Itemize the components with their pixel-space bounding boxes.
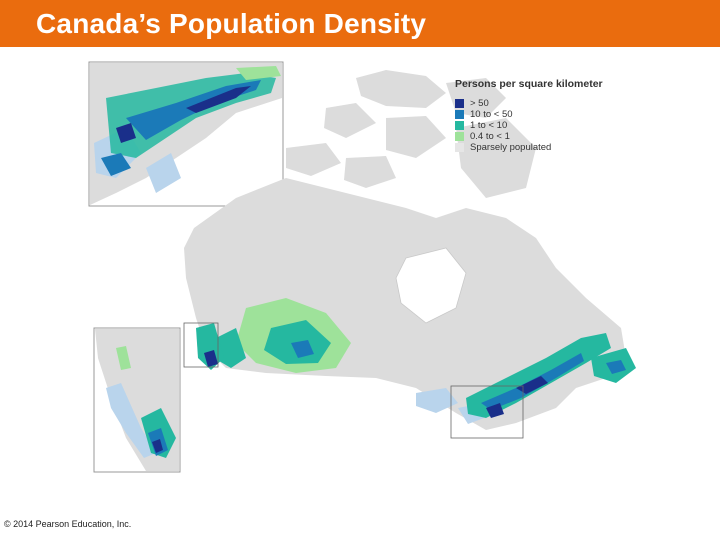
map-legend: [455, 78, 625, 153]
legend-swatch: [455, 110, 464, 119]
copyright-notice: © 2014 Pearson Education, Inc.: [4, 519, 132, 529]
inset-southern-ontario-quebec: [89, 62, 283, 206]
legend-label: Sparsely populated: [470, 142, 552, 153]
legend-label: 0.4 to < 1: [470, 131, 510, 142]
slide-title: Canada’s Population Density: [36, 8, 427, 39]
legend-item-medium: [455, 109, 625, 120]
legend-item-dense: [455, 98, 625, 109]
legend-swatch: [455, 121, 464, 130]
legend-swatch: [455, 143, 464, 152]
legend-swatch: [455, 99, 464, 108]
title-bar: [0, 0, 720, 47]
inset-southern-bc: [94, 328, 180, 472]
legend-label: 1 to < 10: [470, 120, 508, 131]
legend-label: 10 to < 50: [470, 109, 513, 120]
legend-item-sparse: [455, 142, 625, 153]
legend-label: > 50: [470, 98, 489, 109]
legend-swatch: [455, 132, 464, 141]
legend-title: Persons per square kilometer: [455, 78, 603, 90]
legend-item-very-low: [455, 131, 625, 142]
legend-item-low: [455, 120, 625, 131]
